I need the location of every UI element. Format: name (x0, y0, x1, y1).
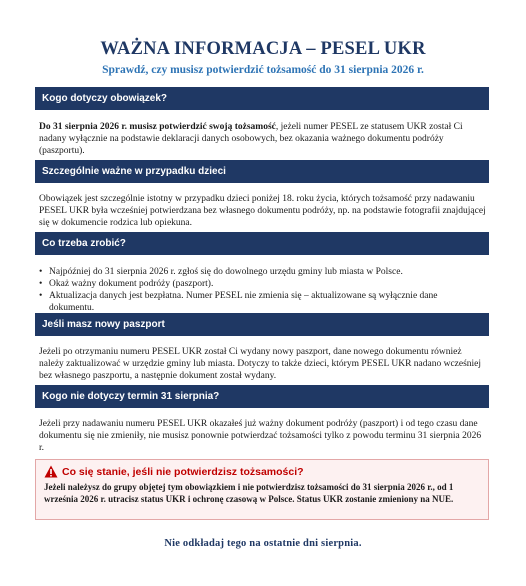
footer-note: Nie odkładaj tego na ostatnie dni sierpnia. (164, 538, 362, 549)
list-item: • Aktualizacja danych jest bezpłatna. Numer PESEL nie zmienia się – aktualizowane są wyłącznie dane dokumentu. (39, 290, 479, 314)
warning-icon (44, 465, 58, 478)
list-item: • Najpóźniej do 31 sierpnia 2026 r. zgłoś się do dowolnego urzędu gminy lub miasta w Polsce. (39, 266, 479, 278)
document-subtitle: Sprawdź, czy musisz potwierdzić tożsamość do 31 sierpnia 2026 r. (102, 64, 424, 76)
section-heading-obligation: Kogo dotyczy obowiązek? (35, 87, 489, 110)
alert-title: Co się stanie, jeśli nie potwierdzisz tożsamości? (62, 466, 304, 478)
list-item: • Okaż ważny dokument podróży (paszport). (39, 278, 479, 290)
what-to-do-list (39, 266, 479, 314)
section-text-obligation (39, 121, 487, 157)
section-text-not-concerned: Jeżeli przy nadawaniu numeru PESEL UKR okazałeś już ważny dokument podróży (paszport) i od tego czasu dane dokumentu się nie zmieniły, nie musisz ponownie potwierdzać tożsamości tylko z powodu terminu 31 sierpnia 2026 r. (39, 419, 482, 453)
section-heading-what-to-do: Co trzeba zrobić? (35, 232, 489, 255)
section-text-bold-lead: Do 31 sierpnia 2026 r. musisz potwierdzić swoją tożsamość (39, 122, 276, 132)
alert-text: Jeżeli należysz do grupy objętej tym obowiązkiem i nie potwierdzisz tożsamości do 31 sierpnia 2026 r., od 1 września 2026 r. utracisz status UKR i ochronę czasową w Polsce. Status UKR zostanie zmieniony na NUE. (44, 482, 454, 504)
document-title: WAŻNA INFORMACJA – PESEL UKR (100, 39, 426, 59)
warning-alert-box (35, 459, 489, 520)
section-text-children: Obowiązek jest szczególnie istotny w przypadku dzieci poniżej 18. roku życia, których tożsamość przy nadawaniu PESEL UKR była wcześniej potwierdzana bez własnego dokumentu podróży, np. na podstawie fotografii znajdującej się w dokumencie rodzica lub opiekuna. (39, 194, 486, 228)
section-heading-new-passport: Jeśli masz nowy paszport (35, 313, 489, 336)
section-text-new-passport: Jeżeli po otrzymaniu numeru PESEL UKR został Ci wydany nowy paszport, dane nowego dokumentu również należy zaktualizować w urzędzie gminy lub miasta. Dotyczy to także dzieci, którym PESEL UKR nadano wcześniej bez własnego paszportu, a następnie dokument został wydany. (39, 347, 482, 381)
section-heading-not-concerned: Kogo nie dotyczy termin 31 sierpnia? (35, 385, 489, 408)
section-heading-children: Szczególnie ważne w przypadku dzieci (35, 160, 489, 183)
section-text-rest: , jeżeli numer PESEL ze statusem UKR został Ci nadany wyłącznie na podstawie deklaracji danych osobowych, bez okazania ważnego dokumentu podróży (paszportu). (39, 122, 463, 156)
